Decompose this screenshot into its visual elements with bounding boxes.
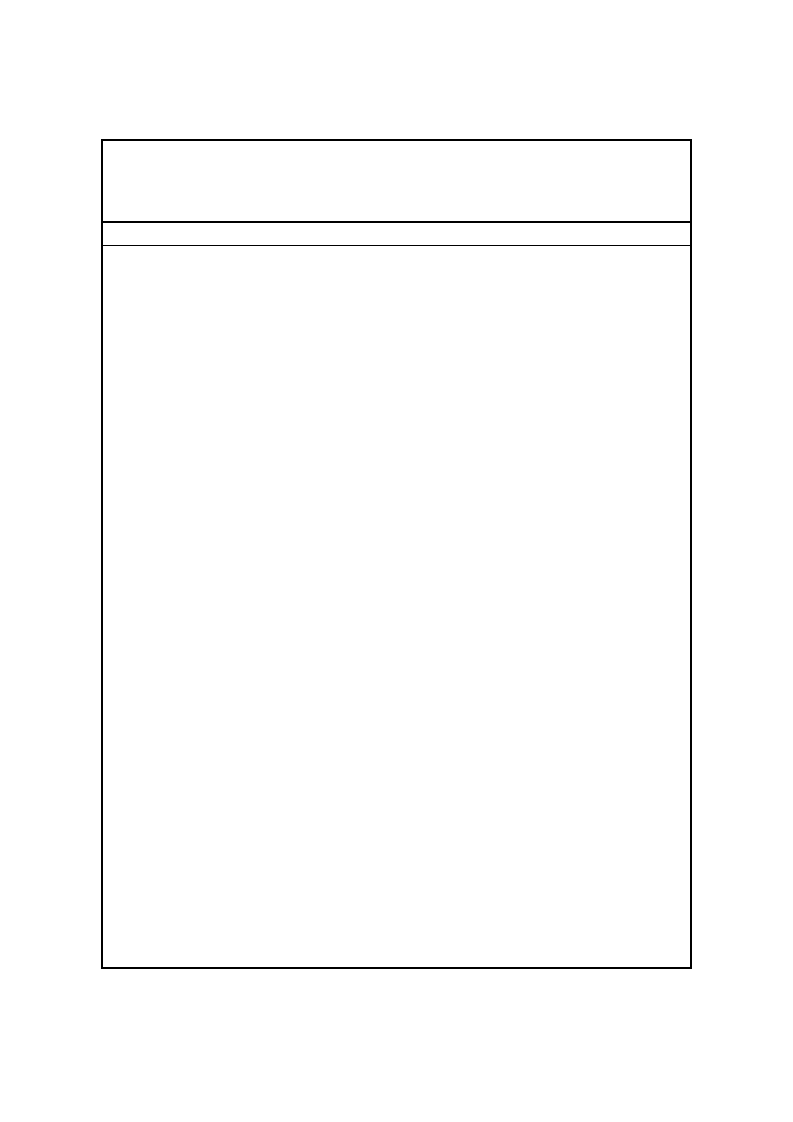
evaluation-table (101, 139, 692, 969)
section-header (103, 223, 690, 246)
requirements-cell (103, 141, 690, 223)
